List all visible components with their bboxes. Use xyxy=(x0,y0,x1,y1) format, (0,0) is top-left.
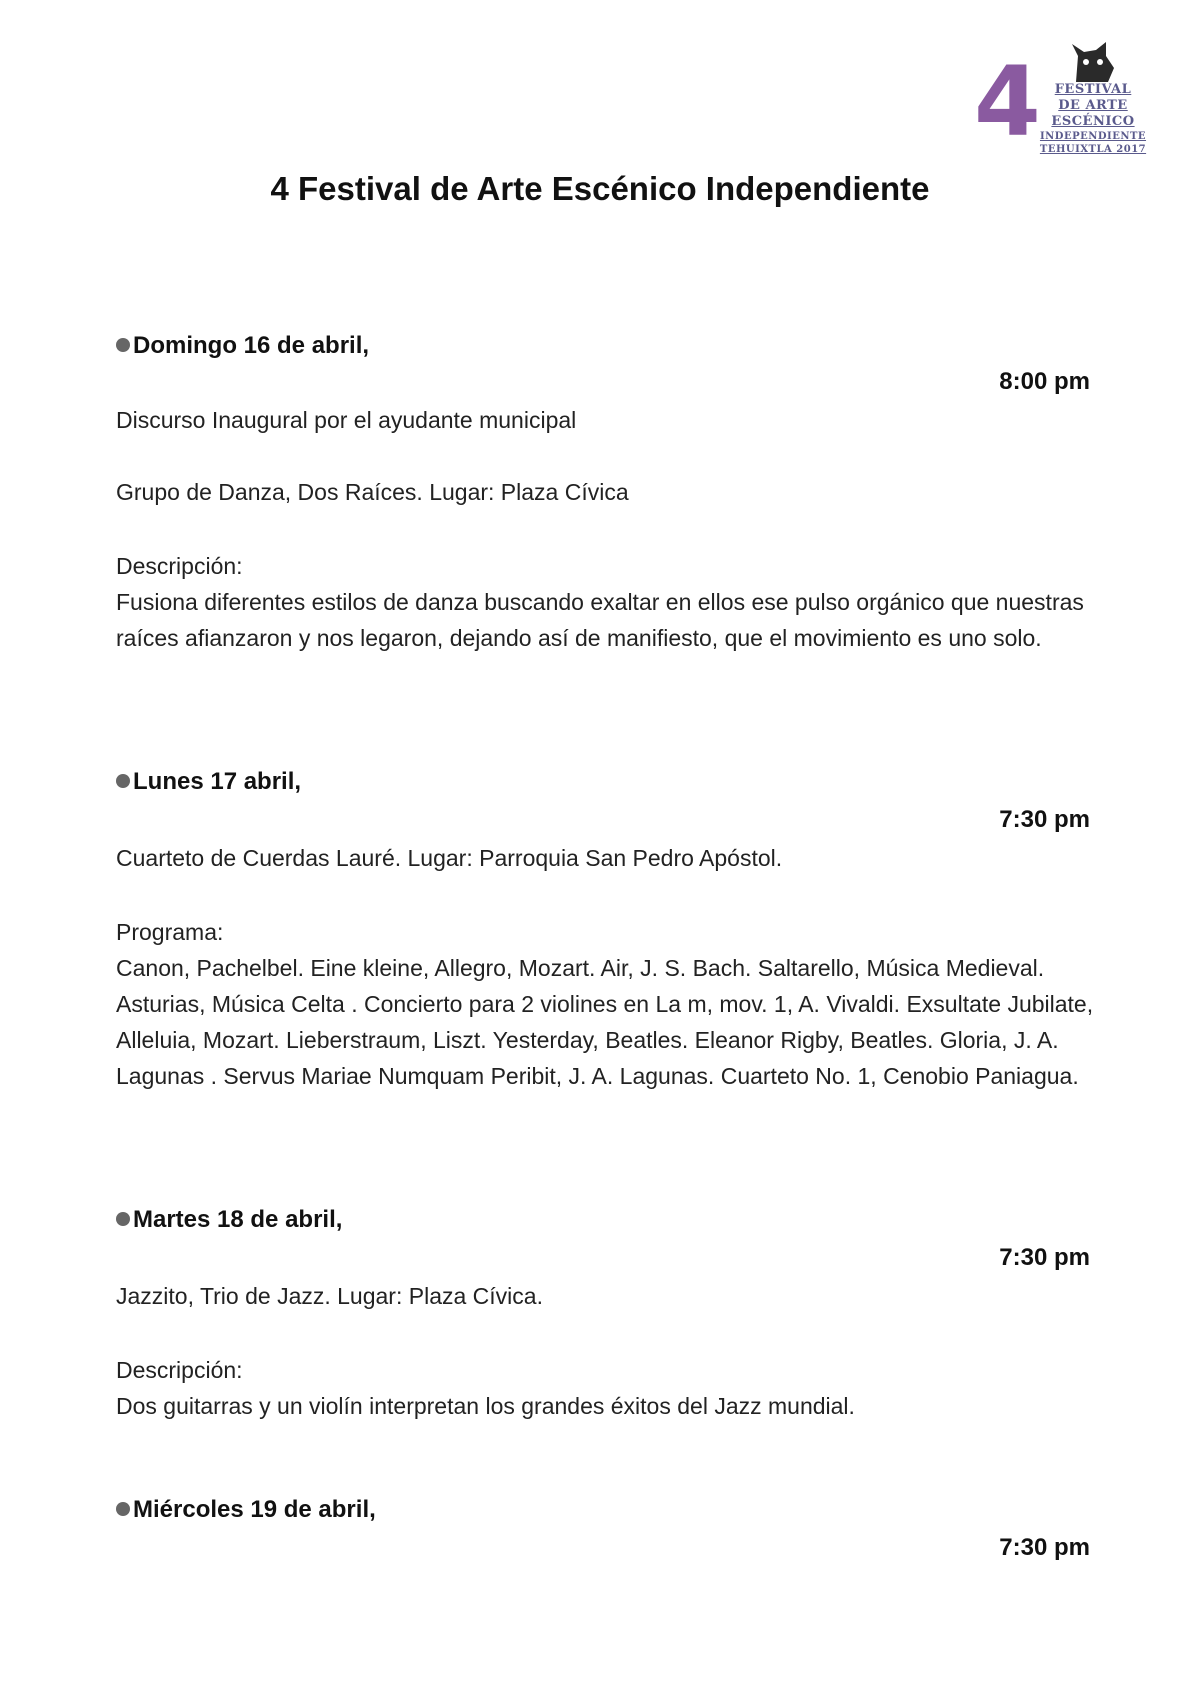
event-group: Grupo de Danza, Dos Raíces. Lugar: Plaza Cívica xyxy=(116,479,629,505)
bullet-icon xyxy=(116,338,130,352)
event-group: Jazzito, Trio de Jazz. Lugar: Plaza Cívica. xyxy=(116,1283,543,1309)
logo-text xyxy=(1034,82,1152,156)
event-time: 7:30 pm xyxy=(999,1244,1090,1271)
day-heading xyxy=(116,332,369,360)
logo-line: DE ARTE xyxy=(1058,98,1128,113)
festival-logo xyxy=(968,42,1152,178)
description-label: Descripción: xyxy=(116,553,243,579)
program-text: Canon, Pachelbel. Eine kleine, Allegro, Mozart. Air, J. S. Bach. Saltarello, Música Medieval. Asturias, Música Celta . Concierto para 2 violines en La m, mov. 1, A. Vivaldi. Exsultate Jubilate, Alleluia, Mozart. Lieberstraum, Liszt. Yesterday, Beatles. Eleanor Rigby, Beatles. Gloria, J. A. Lagunas . Servus Mariae Numquam Peribit, J. A. Lagunas. Cuarteto No. 1, Cenobio Paniagua. xyxy=(116,955,1094,1089)
day-date: Miércoles 19 de abril, xyxy=(133,1496,376,1523)
logo-line: FESTIVAL xyxy=(1054,82,1132,97)
bullet-icon xyxy=(116,1502,130,1516)
bullet-icon xyxy=(116,774,130,788)
day-heading xyxy=(116,1206,342,1234)
description-text: Fusiona diferentes estilos de danza buscando exaltar en ellos ese pulso orgánico que nuestras raíces afianzaron y nos legaron, dejando así de manifiesto, que el movimiento es uno solo. xyxy=(116,589,1084,651)
event-time: 7:30 pm xyxy=(999,806,1090,833)
day-date: Martes 18 de abril, xyxy=(133,1206,343,1233)
description-text: Dos guitarras y un violín interpretan los grandes éxitos del Jazz mundial. xyxy=(116,1393,855,1419)
event-time: 7:30 pm xyxy=(999,1534,1090,1561)
logo-line: ESCÉNICO xyxy=(1051,114,1135,129)
bullet-icon xyxy=(116,1212,130,1226)
page-title: 4 Festival de Arte Escénico Independiente xyxy=(270,170,930,207)
cat-icon xyxy=(1068,42,1120,86)
logo-line: TEHUIXTLA 2017 xyxy=(1039,144,1147,155)
event-group: Cuarteto de Cuerdas Lauré. Lugar: Parroquia San Pedro Apóstol. xyxy=(116,845,783,871)
event-time: 8:00 pm xyxy=(999,368,1090,395)
event-line: Discurso Inaugural por el ayudante municipal xyxy=(116,407,577,433)
logo-number: 4 xyxy=(974,46,1041,158)
day-date: Lunes 17 abril, xyxy=(133,768,302,795)
day-heading xyxy=(116,768,301,796)
day-heading xyxy=(116,1496,376,1524)
day-date: Domingo 16 de abril, xyxy=(133,332,370,359)
description-label: Descripción: xyxy=(116,1357,243,1383)
logo-line: INDEPENDIENTE xyxy=(1039,131,1147,142)
program-label: Programa: xyxy=(116,919,224,945)
